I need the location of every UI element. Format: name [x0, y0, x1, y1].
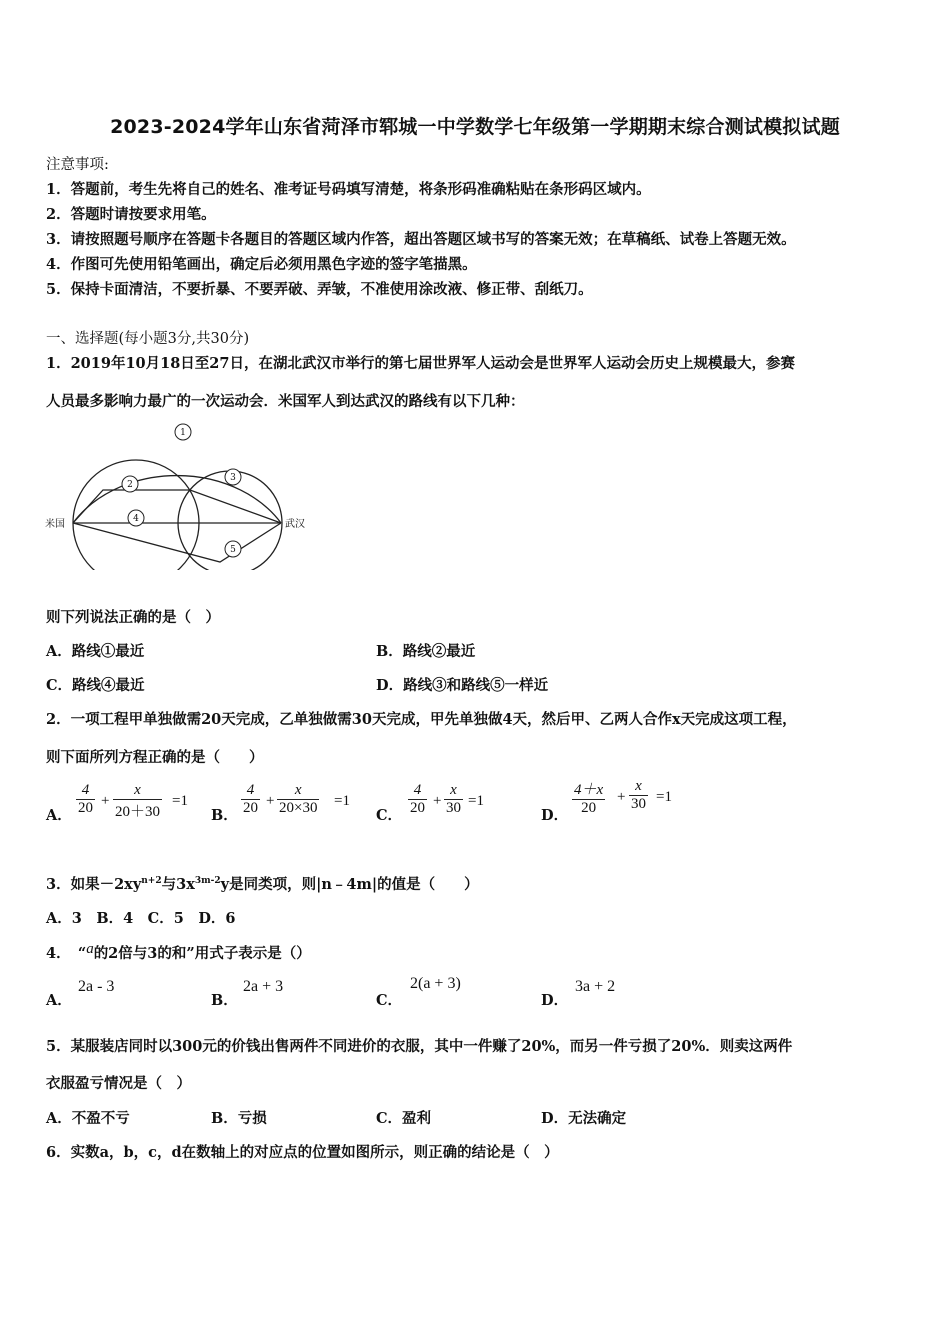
plus-sign: + [101, 793, 110, 809]
notice-item: 2．答题时请按要求用笔。 [46, 206, 216, 223]
question-options: A．3 B．4 C．5 D．6 [46, 910, 236, 927]
fraction: $\frac{4}{20}$ [243, 782, 258, 816]
option-a: A．不盈不亏 [46, 1110, 130, 1127]
fraction: $\frac{4}{20}$ [78, 782, 93, 816]
option-d: D．路线③和路线⑤一样近 [376, 677, 549, 694]
option-b: B． [211, 807, 238, 824]
option-a-expr: 2a - 3 [78, 978, 115, 995]
option-c: C． [376, 992, 403, 1009]
option-c-expr: 2(a + 3) [410, 975, 461, 992]
fraction: $\frac{x}{30}$ [631, 778, 646, 812]
option-b: B．亏损 [211, 1110, 267, 1127]
fraction: $\frac{x}{30}$ [446, 782, 461, 816]
notice-item: 5．保持卡面清洁，不要折暴、不要弄破、弄皱，不准使用涂改液、修正带、刮纸刀。 [46, 281, 593, 298]
option-b: B．路线②最近 [376, 643, 476, 660]
fraction: $\frac{x}{20+30}$ [115, 782, 161, 820]
route-label: 5 [230, 545, 236, 555]
question-text: 6．实数a，b，c，d在数轴上的对应点的位置如图所示，则正确的结论是（ ） [46, 1144, 559, 1161]
route-5-path [73, 523, 281, 562]
plus-sign: + [433, 793, 442, 809]
question-text: 衣服盈亏情况是（ ） [46, 1075, 191, 1092]
equals-one: =1 [656, 789, 672, 805]
equals-one: =1 [468, 793, 484, 809]
question-text: 则下面所列方程正确的是（ ） [46, 749, 264, 766]
question-text: 5．某服装店同时以300元的价钱出售两件不同进价的衣服，其中一件赚了20%，而另一件亏损了20%．则卖这两件 [46, 1038, 793, 1055]
notice-heading: 注意事项: [46, 157, 109, 173]
question-text: 4． “a的2倍与3的和”用式子表示是（） [46, 941, 311, 962]
route-label: 1 [180, 428, 186, 438]
start-label: 米国 [45, 519, 65, 530]
option-a: A． [46, 992, 72, 1009]
route-1-arc [73, 476, 281, 523]
notice-item: 3．请按照题号顺序在答题卡各题目的答题区域内作答，超出答题区域书写的答案无效；在草稿纸、试卷上答题无效。 [46, 231, 796, 248]
route-label: 2 [127, 480, 133, 490]
option-b-expr: 2a + 3 [243, 978, 284, 995]
equals-one: =1 [334, 793, 350, 809]
notice-item: 1．答题前，考生先将自己的姓名、准考证号码填写清楚，将条形码准确粘贴在条形码区域内。 [46, 181, 651, 198]
option-c: C．盈利 [376, 1110, 432, 1127]
fraction: $\frac{4}{20}$ [410, 782, 425, 816]
equals-one: =1 [172, 793, 188, 809]
option-d: D． [541, 992, 569, 1009]
fraction: $\frac{x}{20\times 30}$ [279, 782, 318, 816]
option-c: C． [376, 807, 403, 824]
option-d: D．无法确定 [541, 1110, 627, 1127]
fraction: $\frac{4+x}{20}$ [572, 778, 605, 817]
question-text: 3．如果$-2xy^{n+2}$与$3x^{3m-2}y$是同类项，则|n﹣4m|的值是（ ） [46, 876, 479, 893]
question-text: 1．2019年10月18日至27日，在湖北武汉市举行的第七届世界军人运动会是世界军人运动会历史上规模最大，参赛 [46, 355, 795, 372]
page-title: 2023-2024学年山东省菏泽市郓城一中学数学七年级第一学期期末综合测试模拟试题 [110, 116, 840, 138]
plus-sign: + [617, 789, 626, 805]
route-label: 3 [230, 473, 236, 483]
section-heading: 一、选择题(每小题3分,共30分) [46, 331, 250, 347]
route-label: 4 [133, 514, 139, 524]
question-text: 人员最多影响力最广的一次运动会．米国军人到达武汉的路线有以下几种： [46, 393, 525, 410]
option-a: A．路线①最近 [46, 643, 145, 660]
option-a: A． [46, 807, 72, 824]
option-d: D． [541, 807, 569, 824]
plus-sign: + [266, 793, 275, 809]
notice-item: 4．作图可先使用铅笔画出，确定后必须用黑色字迹的签字笔描黑。 [46, 256, 477, 273]
option-d-expr: 3a + 2 [575, 978, 616, 995]
end-label: 武汉 [285, 519, 305, 530]
option-c: C．路线④最近 [46, 677, 145, 694]
question-prompt: 则下列说法正确的是（ ） [46, 609, 220, 626]
question-text: 2．一项工程甲单独做需20天完成，乙单独做需30天完成，甲先单独做4天，然后甲、乙两人合作x天完成这项工程， [46, 711, 797, 728]
option-b: B． [211, 992, 238, 1009]
route-diagram [40, 420, 320, 570]
